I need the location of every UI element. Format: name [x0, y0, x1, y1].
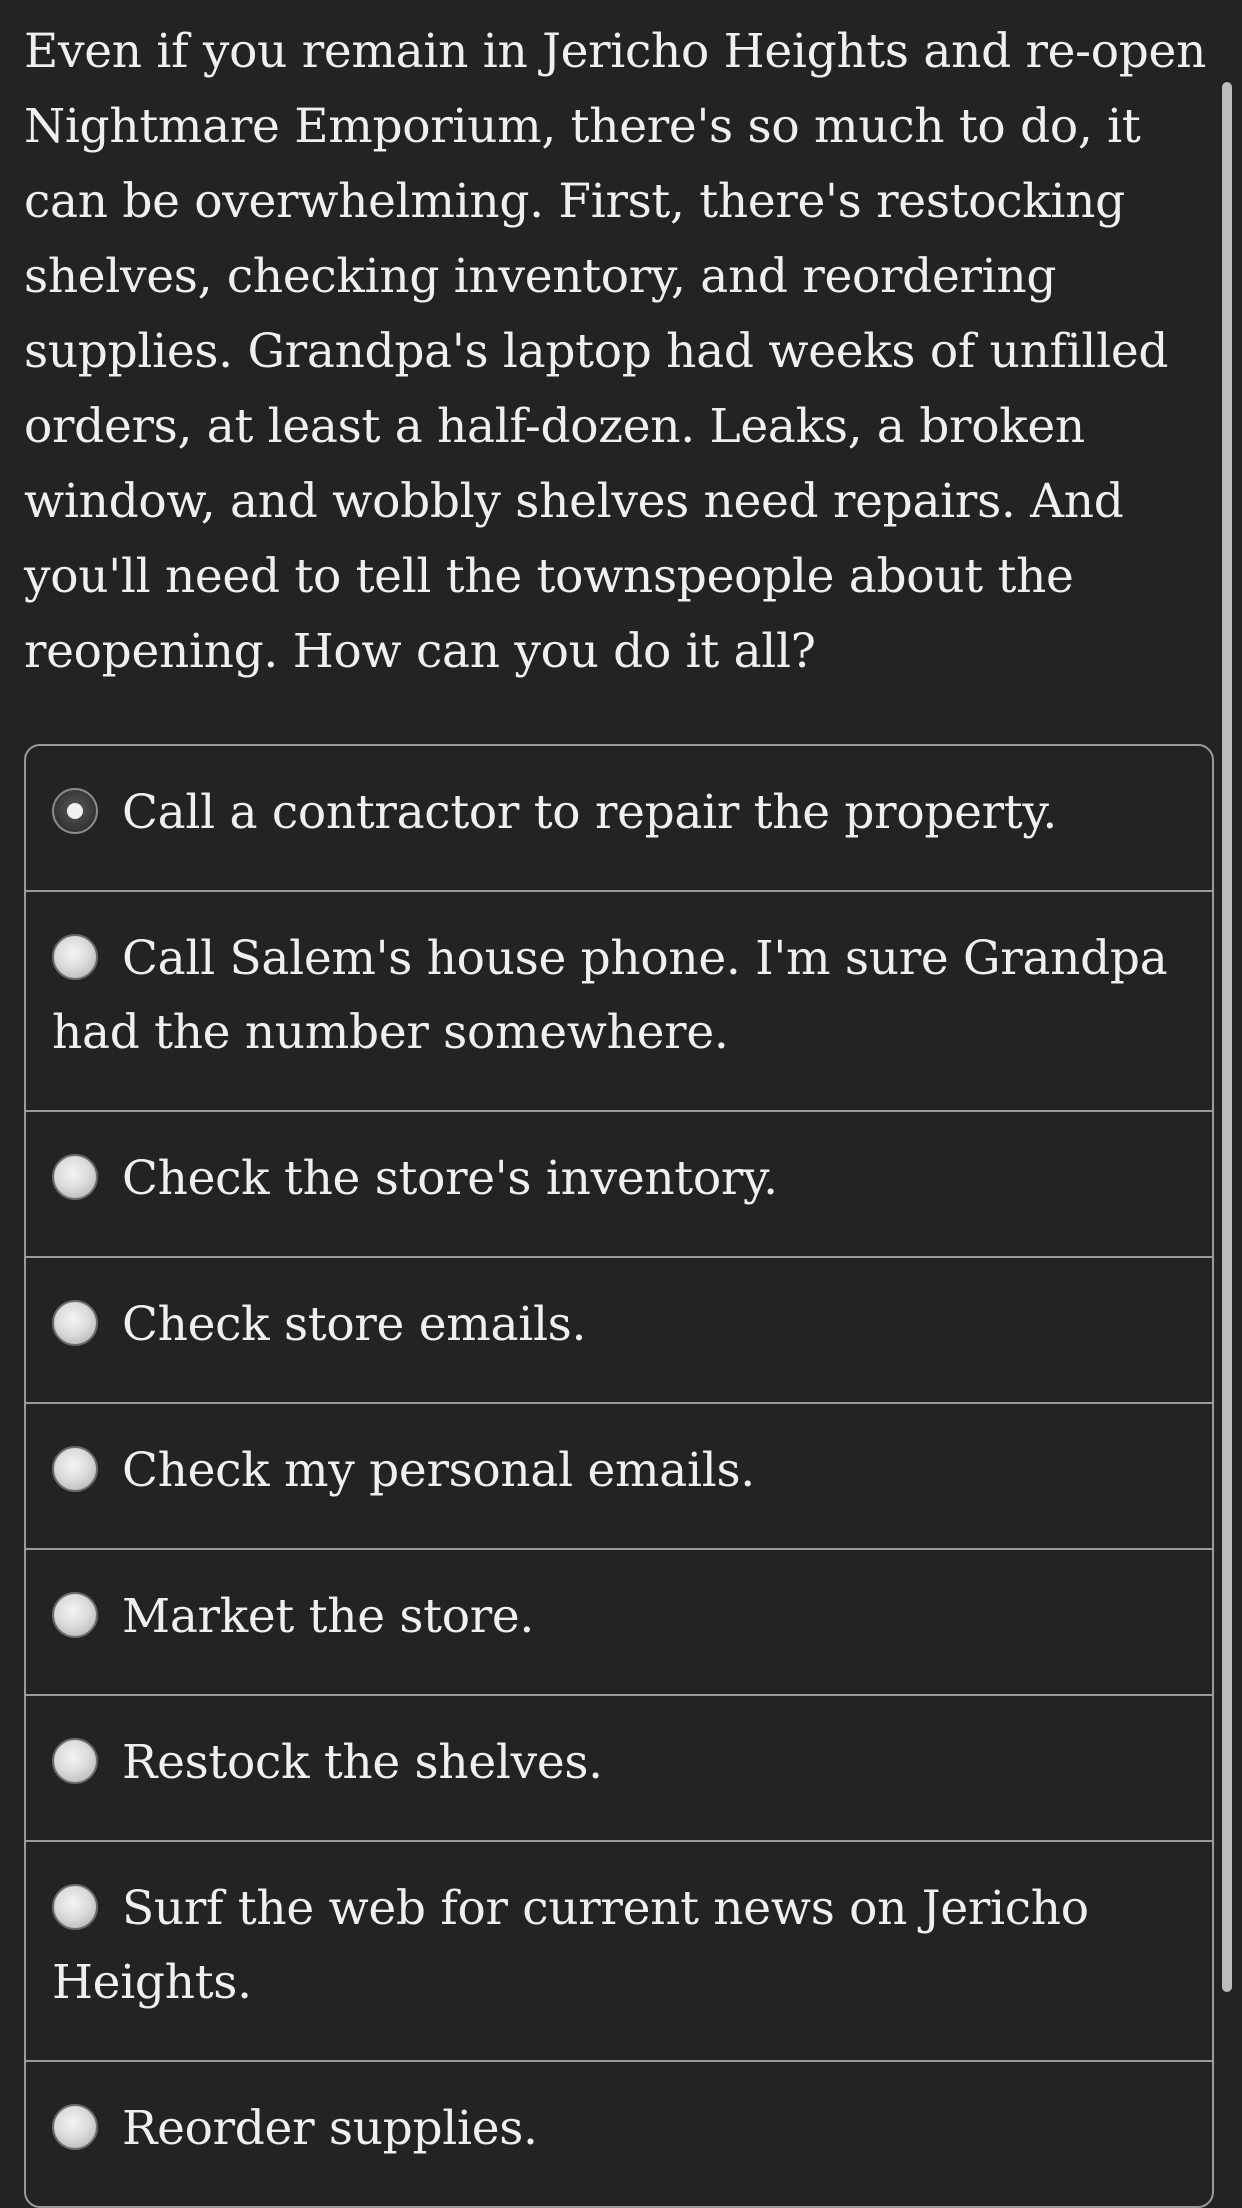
- choice-label: Check the store's inventory.: [122, 1151, 778, 1206]
- choice-option[interactable]: [26, 1840, 1212, 2060]
- radio-icon[interactable]: [52, 1446, 98, 1492]
- choice-list: [24, 744, 1214, 2208]
- radio-selected-icon[interactable]: [52, 788, 98, 834]
- choice-option[interactable]: [26, 746, 1212, 890]
- choice-option[interactable]: [26, 1402, 1212, 1548]
- choice-label: Check my personal emails.: [122, 1443, 755, 1498]
- choice-label: Call Salem's house phone. I'm sure Grandpa had the number somewhere.: [52, 931, 1168, 1060]
- choice-option[interactable]: [26, 890, 1212, 1110]
- choice-option[interactable]: [26, 1110, 1212, 1256]
- choice-option[interactable]: [26, 1694, 1212, 1840]
- radio-icon[interactable]: [52, 1154, 98, 1200]
- radio-icon[interactable]: [52, 1884, 98, 1930]
- story-passage: Even if you remain in Jericho Heights and re-open Nightmare Emporium, there's so much to do, it can be overwhelming. First, there's restocking shelves, checking inventory, and reordering supplies. Grandpa's laptop had weeks of unfilled orders, at least a half-dozen. Leaks, a broken window, and wobbly shelves need repairs. And you'll need to tell the townspeople about the reopening. How can you do it all?: [24, 24, 1207, 679]
- choice-option[interactable]: [26, 1256, 1212, 1402]
- radio-icon[interactable]: [52, 2104, 98, 2150]
- choice-label: Reorder supplies.: [122, 2101, 538, 2156]
- choice-option[interactable]: [26, 2060, 1212, 2206]
- choice-label: Check store emails.: [122, 1297, 587, 1352]
- radio-icon[interactable]: [52, 1592, 98, 1638]
- choice-label: Call a contractor to repair the property.: [122, 785, 1058, 840]
- choice-option[interactable]: [26, 1548, 1212, 1694]
- story-content: [24, 0, 1218, 2156]
- radio-icon[interactable]: [52, 934, 98, 980]
- radio-icon[interactable]: [52, 1738, 98, 1784]
- scrollbar[interactable]: [1222, 82, 1232, 1992]
- choice-label: Market the store.: [122, 1589, 535, 1644]
- choice-label: Surf the web for current news on Jericho Heights.: [52, 1881, 1089, 2010]
- radio-icon[interactable]: [52, 1300, 98, 1346]
- choice-label: Restock the shelves.: [122, 1735, 603, 1790]
